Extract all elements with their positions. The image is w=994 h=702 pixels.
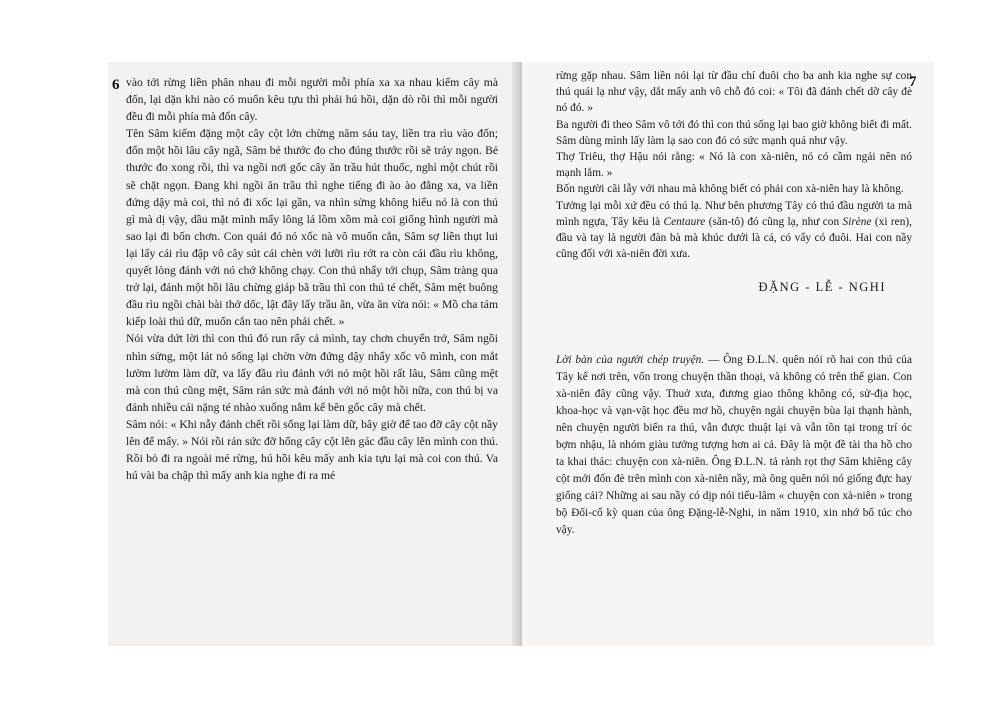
- right-paragraph-5-text-a: Tưởng lại mỗi xứ đều có thú lạ. Như bên phương Tây có thú đầu người ta mà mình ngựa, Tây kêu là: [556, 199, 912, 228]
- left-paragraph-1: vào tới rừng liền phân nhau đi mỗi người mỗi phía xa xa nhau kiếm cây mà đốn, lại dặn khi nào có muốn kêu tựu thì phải hú hồi, dặn dò rồi thì mỗi người đều đi mỗi phía mà đốn cây.: [126, 76, 498, 124]
- left-paragraph-4: Sâm nói: « Khi nẫy đánh chết rồi sống lại làm dữ, bây giờ để tao đỡ cây cột nầy lên để mẩy. » Nói rồi rán sức đỡ hổng cây cột lên gác đầu cây lên mình con thú. Rồi bỏ đi ra ngoài mé rừng, hú hồi kêu mấy anh kia tựu lại mà coi con thú. Va hú vài ba chập thì mấy anh kia nghe đi ra mé: [126, 417, 498, 483]
- right-page: [522, 62, 934, 646]
- right-page-number: 7: [909, 74, 917, 90]
- right-paragraph-5: [556, 198, 912, 263]
- section-spacer: [556, 296, 912, 352]
- centaure-term: Centaure: [663, 215, 706, 228]
- left-paragraph-3: Nói vừa dứt lời thì con thú đó run rẩy cả mình, tay chơn chuyển trở, Sâm ngồi nhìn sửng, một lát nó sống lại chờn vờn đứng dậy nhẩy xốc vô mình, con mắt lườm lườm làm dữ, va lấy đầu rìu đánh với nó một hồi rất lâu, Sâm cũng mệt mà con thú cũng mệt, Sâm rán sức mà đánh với nó một hồi nữa, con thú bị va đánh nhiều cái nặng té nhào xuống nằm kế bên gốc cây mà chết.: [126, 332, 498, 414]
- right-paragraph-3: Thợ Triêu, thợ Hậu nói rằng: « Nó là con xà-niên, nó có cầm ngải nên nó mạnh lắm. »: [556, 151, 912, 180]
- author-signature: ĐẶNG - LỄ - NGHI: [758, 280, 886, 295]
- sirene-term: Sirène: [842, 215, 872, 228]
- right-paragraph-5-text-c: (xi ren), đầu và tay là người đàn bà mà khúc dưới là cá, có vẩy có đuôi. Hai con nầy cũng đối với xà-niên đời xưa.: [556, 215, 912, 261]
- note-heading: Lời bàn của người chép truyện.: [556, 354, 705, 367]
- right-paragraph-4: Bốn người cãi lẫy với nhau mà không biết có phải con xà-niên hay là không.: [556, 183, 904, 196]
- note-text: — Ông Đ.L.N. quên nói rõ hai con thú của Tây kể nơi trên, vốn trong chuyện thần thoại, và không có trên thế gian. Con xà-niên đây cũng vậy. Thuở xưa, đương giao thông không có, sử-địa học, khoa-học và vạn-vật học đều mơ hồ, chuyện ngải chuyện bùa lại thạnh hành, nên chuyện người biến ra thú, vẫn được thuật lại và vẫn tồn tại trong trí óc bợm nhậu, là nhóm giàu tưởng tượng hơn ai cả. Đây là một đề tài tha hồ cho ta khai thác: chuyện con xà-niên. Ông Đ.L.N. tả rành rọt thợ Sâm khiêng cây cột mới đốn đè trên mình con xà-niên nầy, mà ông quên nói nó giống đực hay giống cái? Những ai sau nầy có dịp nói tiếu-lâm « chuyện con xà-niên » trong bộ Đối-cổ kỳ quan của ông Đặng-lễ-Nghi, in năm 1910, xin nhớ bổ túc cho vậy.: [556, 354, 912, 536]
- right-paragraph-5-text-b: (săn-tô) đó cũng lạ, như con: [705, 215, 843, 228]
- left-page: [108, 62, 518, 646]
- left-page-number: 6: [112, 77, 120, 93]
- transcriber-note: [556, 352, 912, 538]
- left-paragraph-2: Tên Sâm kiếm đặng một cây cột lớn chừng năm sáu tay, liền tra rìu vào đốn; đốn một hồi lâu cây ngã, Sâm bẻ thước đo cho đúng thước rồi sẽ trảy ngọn. Bẻ thước đo xong rồi, thì va ngồi nơi gốc cây ăn trầu hút thuốc, nghỉ một chút rồi sẽ chặt ngọn. Đang khi ngồi ăn trầu thì nghe tiếng đi ào ào đằng xa, va liền đứng dậy mà coi, thì nó đi xốc lại gần, va nhìn sửng không hiểu nó là con thú gì mà dị vậy, dầu mặt mình mẩy lông lá lồm xồm mà coi giống hình người mà sao lại đi bốn chơn. Con quái đó nó xốc nà vô muốn cắn, Sâm sợ liền thụt lui lại lấy cái rìu đập vô cây sút cái chèn với lưỡi rìu rớt ra còn cái đầu rìu không, quyết lòng đánh với nó chớ không chạy. Con thú nhẩy tới chụp, Sâm tràng qua trở lại, đánh một hồi lâu chừng giáp bã trầu thì con thú té chết, Sâm mệt buông đầu rìu ngồi chài bài thở dốc, lật đây lấy trầu ăn, vừa ăn vừa nói: « Mồ cha tám kiếp loài thú dữ, muốn cắn tao nên phải chết. »: [126, 127, 498, 329]
- right-paragraph-1: rừng gặp nhau. Sâm liền nói lại từ đầu chí đuôi cho ba anh kia nghe sự con thú quái lạ như vậy, dắt mấy anh vô chỗ đó coi: « Tôi đã đánh chết dỡ cây đè nó đó. »: [556, 70, 912, 115]
- transcriber-note-paragraph: [556, 352, 912, 538]
- right-paragraph-2: Ba người đi theo Sâm vô tới đó thì con thú sống lại bao giờ không biết đi mất. Sâm dùng mình lấy làm lạ sao con đó có sức mạnh quá như vậy.: [556, 118, 912, 147]
